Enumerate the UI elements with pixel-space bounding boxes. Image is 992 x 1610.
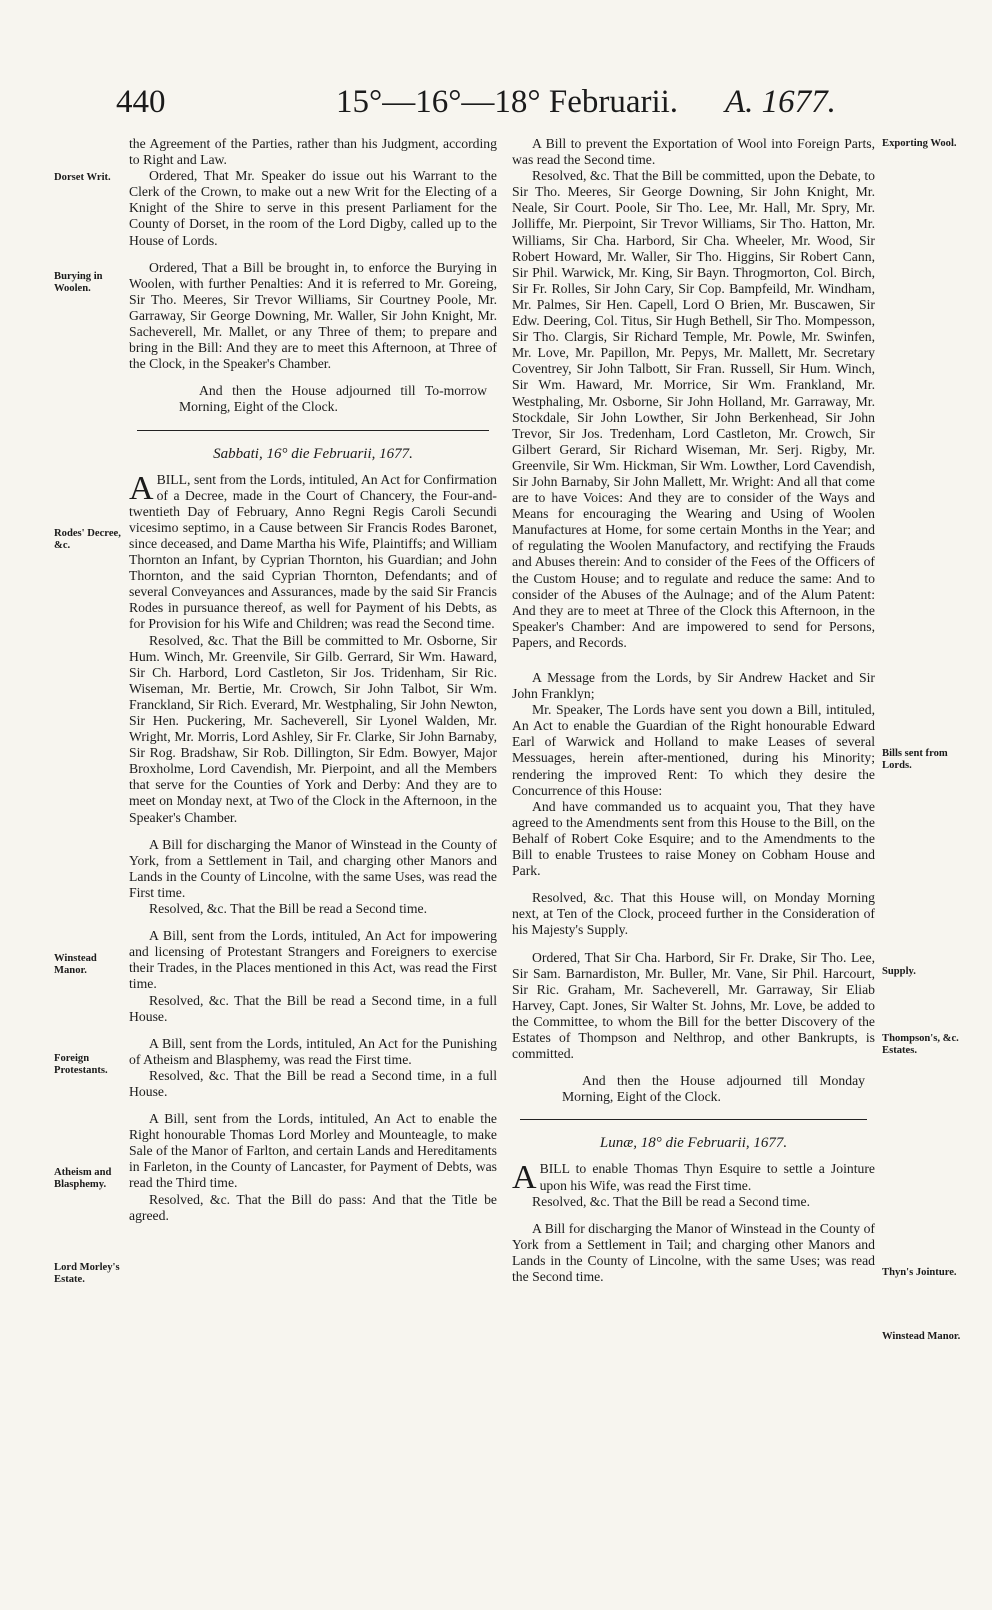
paragraph: ABILL to enable Thomas Thyn Esquire to settle a Jointure upon his Wife, was read the First time. <box>512 1159 875 1197</box>
paragraph: Mr. Speaker, The Lords have sent you down a Bill, intituled, An Act to enable the Guardian of the Right honourable Edward Earl of Warwick and Holland to make Leases of several Messuages, herein after-mentioned, during his Minority; rendering the improved Rent: To which they desire the Concurrence of this House: <box>512 702 875 798</box>
left-column <box>129 136 497 1224</box>
margin-note-winstead-2: Winstead Manor. <box>882 1331 961 1342</box>
margin-note-burying: Burying in Woolen. <box>54 271 103 294</box>
paragraph: Resolved, &c. That the Bill be read a Second time, in a full House. <box>129 992 497 1024</box>
day-heading: Sabbati, 16° die Februarii, 1677. <box>213 445 413 462</box>
adjournment: And then the House adjourned till Monday Morning, Eight of the Clock. <box>562 1073 865 1105</box>
drop-cap: A <box>129 469 154 507</box>
margin-note-atheism: Atheism and Blasphemy. <box>54 1167 112 1190</box>
paragraph: Ordered, That a Bill be brought in, to enforce the Burying in Woolen, with further Penalties: And it is referred to Mr. Goreing, Sir Tho. Meeres, Sir Trevor Williams, Sir Courtney Poole, Mr. Garraway, Sir George Downing, Mr. Waller, Sir John Knight, Mr. Sacheverell, Mr. Mallet, or any Three of them; to prepare and bring in the Bill: And they are to meet this Afternoon, at Three of the Clock, in the Speaker's Chamber. <box>129 259 497 372</box>
paragraph: ABILL, sent from the Lords, intituled, An Act for Confirmation of a Decree, made in the Court of Chancery, the Four-and-twentieth Day of February, Anno Regni Regis Caroli Secundi vicesimo septimo, in a Cause between Sir Francis Rodes Baronet, since deceased, and Dame Martha his Wife, Plaintiffs; and William Thornton an Infant, by Cyprian Thornton, his Guardian; and John Thornton, and the said Cyprian Thornton, Defendants; and of several Conveyances and Assurances, made by the said Sir Francis Rodes in pursuance thereof, as well for Payment of his Debts, as for Provision for his Wife and Children; was read the Second time. <box>129 469 497 632</box>
drop-cap: A <box>512 1159 537 1197</box>
paragraph: And have commanded us to acquaint you, That they have agreed to the Amendments sent from this House to the Bill, on the Behalf of Robert Coke Esquire; and to the Amendments to the Bill to enable Trustees to raise Money on Cobham House and Park. <box>512 798 875 879</box>
paragraph: A Bill to prevent the Exportation of Wool into Foreign Parts, was read the Second time. <box>512 136 875 168</box>
day-heading: Lunæ, 18° die Februarii, 1677. <box>599 1135 788 1152</box>
page-header <box>0 84 992 134</box>
section-rule <box>520 1119 867 1120</box>
paragraph: Ordered, That Sir Cha. Harbord, Sir Fr. Drake, Sir Tho. Lee, Sir Sam. Barnardiston, Mr. Buller, Mr. Vane, Sir Phil. Harcourt, Sir Ric. Graham, Mr. Sacheverell, Mr. Garraway, Sir Eliab Harvey, Capt. Jones, Sir Walter St. Johns, Mr. Love, be added to the Committee, to whom the Bill for the better Discovery of the Estates of Thompson and Nelthrop, and other Bankrupts, is committed. <box>512 949 875 1062</box>
paragraph: A Message from the Lords, by Sir Andrew Hacket and Sir John Franklyn; <box>512 670 875 702</box>
margin-note-bills-sent: Bills sent from Lords. <box>882 748 948 771</box>
paragraph: Ordered, That Mr. Speaker do issue out his Warrant to the Clerk of the Crown, to make out a new Writ for the Electing of a Knight of the Shire to serve in this present Parliament for the County of Dorset, in the room of the Lord Digby, called up to the House of Lords. <box>129 168 497 248</box>
paragraph: Resolved, &c. That the Bill be read a Second time, in a full House. <box>129 1067 497 1099</box>
paragraph: Resolved, &c. That this House will, on Monday Morning next, at Ten of the Clock, proceed further in the Consideration of his Majesty's Supply. <box>512 890 875 938</box>
margin-note-winstead: Winstead Manor. <box>54 953 97 976</box>
margin-note-exporting: Exporting Wool. <box>882 138 957 149</box>
paragraph: A Bill, sent from the Lords, intituled, An Act for impowering and licensing of Protestant Strangers and Foreigners to exercise their Trades, in the Places mentioned in this Act, was read the First time. <box>129 928 497 992</box>
paragraph: Resolved, &c. That the Bill do pass: And that the Title be agreed. <box>129 1191 497 1223</box>
paragraph: A Bill for discharging the Manor of Winstead in the County of York from a Settlement in Tail; and charging other Manors and Lands in the County of Lincolne, with the same Uses; was read the Second time. <box>512 1220 875 1284</box>
header-year: A. 1677. <box>725 84 836 120</box>
paragraph: Resolved, &c. That the Bill be committed, upon the Debate, to Sir Tho. Meeres, Sir George Downing, Sir John Knight, Mr. Neale, Sir Court. Poole, Sir Tho. Lee, Mr. Hall, Mr. Spry, Mr. Jolliffe, Mr. Pierpoint, Sir Trevor Williams, Sir Tho. Hatton, Mr. Williams, Sir Cha. Harbord, Sir Cha. Wheeler, Mr. Wood, Sir Robert Howard, Mr. Waller, Sir Tho. Higgins, Sir Robert Cann, Sir Phil. Warwick, Mr. King, Sir Bayn. Throgmorton, Col. Birch, Sir Fr. Rolles, Sir John Cary, Sir Cop. Bampfeild, Mr. Windham, Mr. Palmes, Sir Hen. Capell, Lord O Brien, Mr. Buscawen, Sir Edw. Deering, Col. Titus, Sir Hugh Bethell, Sir Tho. Mompesson, Sir Tho. Clargis, Sir Richard Temple, Mr. Powle, Mr. Swinfen, Mr. Love, Mr. Papillon, Mr. Pepys, Mr. Mallett, Mr. Secretary Coventrey, Sir John Talbott, Sir Fran. Russell, Sir Hum. Winch, Sir Wm. Haward, Mr. Morrice, Sir Wm. Frankland, Mr. Westphaling, Mr. Osborne, Sir John Holland, Mr. Garraway, Mr. Stockdale, Sir John Lowther, Sir John Berkenhead, Sir John Trevor, Sir Jos. Tredenham, Lord Castleton, Mr. Crowch, Sir Gilbert Gerard, Sir Richard Wiseman, Mr. Serj. Rigby, Mr. Greenvile, Sir Wm. Hickman, Sir Wm. Lowther, Lord Cavendish, Sir John Barnaby, Sir John Mallett, Mr. Wright: And all that come are to have Voices: And they are to consider of the Ways and Means for encouraging the Wearing and Using of Woolen Manufactures at Home, for some certain Months in the Year; and of regulating the Woolen Manufactory, and rectifying the Frauds and Abuses therein: And to consider of the Fees of the Officers of the Custom House; and to regulate and reduce the same: And to consider of the Abuses of the Aulnage; and of the Alum Patent: And they are to meet at Three of the Clock this Afternoon, in the Speaker's Chamber: And are impowered to send for Persons, Papers, and Records. <box>512 168 875 650</box>
page-number: 440 <box>116 84 166 120</box>
margin-note-thompson: Thompson's, &c. Estates. <box>882 1033 959 1056</box>
section-rule <box>137 430 489 431</box>
paragraph: the Agreement of the Parties, rather than his Judgment, according to Right and Law. <box>129 136 497 168</box>
header-dates: 15°—16°—18° Februarii. <box>336 84 679 120</box>
margin-note-morley: Lord Morley's Estate. <box>54 1262 120 1285</box>
margin-note-dorset-writ: Dorset Writ. <box>54 172 111 183</box>
paragraph: A Bill, sent from the Lords, intituled, An Act for the Punishing of Atheism and Blasphemy, was read the First time. <box>129 1035 497 1067</box>
margin-note-rodes: Rodes' Decree, &c. <box>54 528 121 551</box>
paragraph: A Bill, sent from the Lords, intituled, An Act to enable the Right honourable Thomas Lord Morley and Mounteagle, to make Sale of the Manor of Farlton, and certain Lands and Hereditaments in Farleton, in the County of Lancaster, for Payment of Debts, was read the Third time. <box>129 1111 497 1191</box>
margin-note-supply: Supply. <box>882 966 916 977</box>
adjournment: And then the House adjourned till To-morrow Morning, Eight of the Clock. <box>179 383 487 415</box>
paragraph: A Bill for discharging the Manor of Winstead in the County of York, from a Settlement in Tail, and charging other Manors and Lands in the County of Lincolne, with the same Uses, was read the First time. <box>129 836 497 900</box>
margin-note-thyn: Thyn's Jointure. <box>882 1267 957 1278</box>
right-column <box>512 136 875 1285</box>
margin-note-foreign: Foreign Protestants. <box>54 1053 108 1076</box>
paragraph: Resolved, &c. That the Bill be committed to Mr. Osborne, Sir Hum. Winch, Mr. Greenvile, Sir Gilb. Gerrard, Sir Wm. Haward, Sir Ch. Harbord, Lord Castleton, Sir Jos. Tridenham, Sir Ric. Wiseman, Mr. Bertie, Mr. Crowch, Sir John Talbot, Sir Wm. Franckland, Sir Rich. Everard, Mr. Westphaling, Sir John Newton, Sir Hen. Puckering, Mr. Sacheverell, Sir Lyonel Walden, Mr. Wright, Mr. Morris, Lord Ashley, Sir Fr. Clarke, Sir John Barnaby, Sir Rog. Bradshaw, Sir Rob. Dillington, Sir Edm. Bowyer, Major Broxholme, Lord Cavendish, Mr. Pierpoint, and all the Members that serve for the Counties of York and Derby: And they are to meet on Monday next, at Two of the Clock in the Afternoon, in the Speaker's Chamber. <box>129 632 497 825</box>
paragraph: Resolved, &c. That the Bill be read a Second time. <box>532 1193 810 1209</box>
paragraph: Resolved, &c. That the Bill be read a Second time. <box>149 901 427 917</box>
